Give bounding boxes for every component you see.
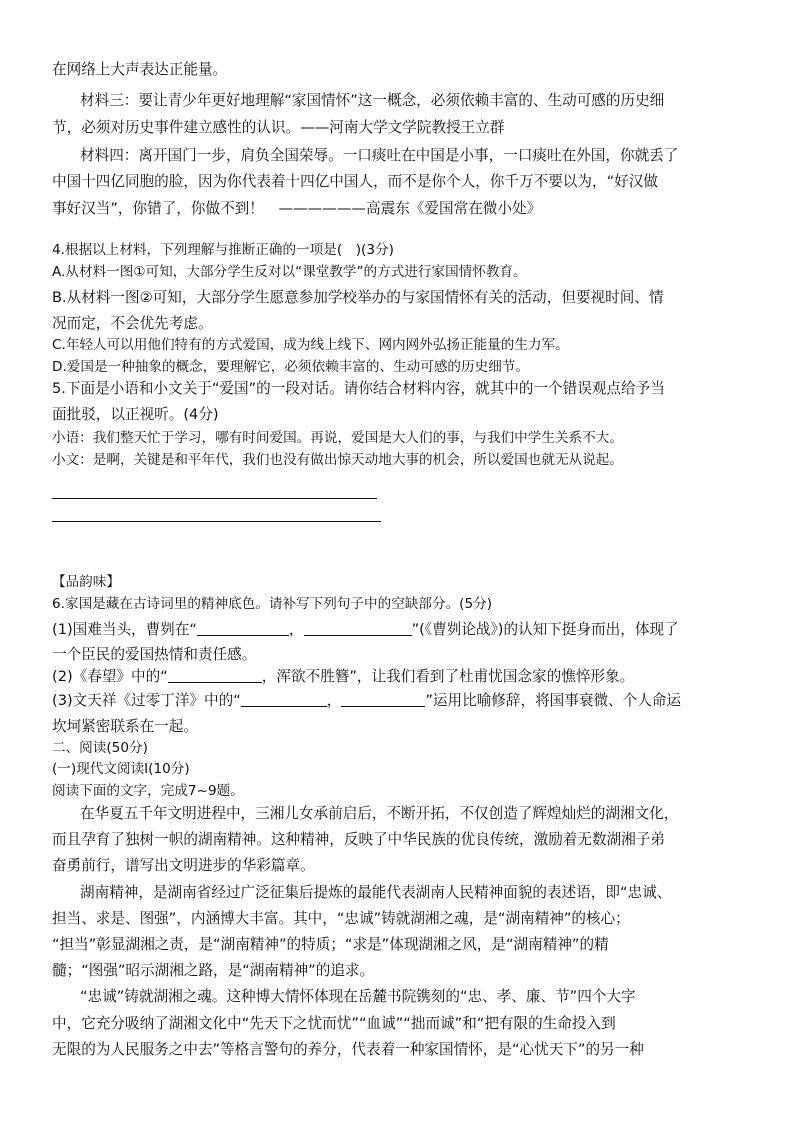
text-line: 一个臣民的爱国热情和责任感。 — [52, 646, 257, 663]
paragraph-line: 无限的为人民服务之中去”等格言警句的养分，代表着一种家国情怀，是“心忧天下”的另一种 — [52, 1041, 644, 1058]
dialogue-xiaowen: 小文：是啊，关键是和平年代，我们也没有做出惊天动地大事的机会，所以爱国也就无从说起。 — [52, 452, 623, 468]
text-line: 材料三：要让青少年更好地理解“家国情怀”这一概念，必须依赖丰富的、生动可感的历史细 — [80, 92, 665, 109]
question-4: 4.根据以上材料，下列理解与推断正确的一项是( )(3分) — [52, 242, 394, 258]
section-heading: 二、阅读(50分) — [52, 740, 148, 756]
section-subheading: (一)现代文阅读Ⅰ(10分) — [52, 761, 190, 777]
option-c: C.年轻人可以用他们特有的方式爱国，成为线上线下、网内网外弘扬正能量的生力军。 — [52, 337, 569, 353]
dialogue-xiaoyu: 小语：我们整天忙于学习，哪有时间爱国。再说，爱国是大人们的事，与我们中学生关系不大。 — [52, 430, 623, 446]
answer-line-2 — [52, 521, 381, 522]
q6-item-1: (1)国难当头，曹刿在“ ， ”(《曹刿论战》)的认知下挺身而出，体现了 — [52, 621, 679, 638]
fill-blank[interactable] — [168, 668, 262, 683]
reading-instruction: 阅读下面的文字，完成7~9题。 — [52, 783, 244, 799]
fill-blank[interactable] — [241, 692, 327, 707]
paragraph-line: “担当”彰显湖湘之责，是“湖南精神”的特质；“求是”体现湖湘之风，是“湖南精神”的精 — [52, 936, 609, 953]
question-5: 5.下面是小语和小文关于“爱国”的一段对话。请你结合材料内容，就其中的一个错误观点给予当 — [52, 380, 665, 397]
text-line: 节，必须对历史事件建立感性的认识。——河南大学文学院教授王立群 — [52, 119, 505, 136]
option-d: D.爱国是一种抽象的概念，要理解它，必须依赖丰富的、生动可感的历史细节。 — [52, 359, 529, 375]
question-6: 6.家国是藏在古诗词里的精神底色。请补写下列句子中的空缺部分。(5分) — [52, 596, 493, 612]
q6-item-3: (3)文天祥《过零丁洋》中的“ ， ”运用比喻修辞，将国事衰微、个人命运 — [52, 692, 682, 709]
text-line: 在网络上大声表达正能量。 — [52, 61, 228, 78]
paragraph-line: 湖南精神，是湖南省经过广泛征集后提炼的最能代表湖南人民精神面貌的表述语，即“忠诚、 — [80, 884, 672, 901]
text-line: 事好汉当”，你错了，你做不到！ ——————高震东《爱国常在微小处》 — [52, 200, 542, 217]
q6-item-2: (2)《春望》中的“ ，浑欲不胜簪”，让我们看到了杜甫忧国念家的憔悴形象。 — [52, 668, 635, 685]
fill-blank[interactable] — [304, 621, 412, 636]
option-b: B.从材料一图②可知，大部分学生愿意参加学校举办的与家国情怀有关的活动，但要视时间、情 — [52, 289, 664, 306]
paragraph-line: 在华夏五千年文明进程中，三湘儿女承前启后，不断开拓，不仅创造了辉煌灿烂的湖湘文化， — [80, 805, 679, 822]
text-line: 材料四：离开国门一步，肩负全国荣辱。一口痰吐在中国是小事，一口痰吐在外国，你就丢了 — [80, 147, 679, 164]
fill-blank[interactable] — [341, 692, 425, 707]
answer-line-1 — [52, 498, 377, 499]
paragraph-line: 担当、求是、图强”，内涵博大丰富。其中，“忠诚”铸就湖湘之魂，是“湖南精神”的核心； — [52, 910, 630, 927]
paragraph-line: 而且孕育了独树一帜的湖南精神。这种精神，反映了中华民族的优良传统，激励着无数湖湘子弟 — [52, 831, 665, 848]
text-line: 坎坷紧密联系在一起。 — [52, 718, 198, 735]
paragraph-line: 中，它充分吸纳了湖湘文化中“先天下之忧而忧”“血诚”“拙而诚”和“把有限的生命投入到 — [52, 1015, 616, 1032]
section-heading: 【品韵味】 — [52, 574, 120, 590]
option-a: A.从材料一图①可知，大部分学生反对以“课堂教学”的方式进行家国情怀教育。 — [52, 264, 527, 280]
text-line: 中国十四亿同胞的脸，因为你代表着十四亿中国人，而不是你个人，你千万不要以为，“好汉做 — [52, 173, 658, 190]
paragraph-line: 髓；“图强”昭示湖湘之路，是“湖南精神”的追求。 — [52, 962, 375, 979]
paragraph-line: 奋勇前行，谱写出文明进步的华彩篇章。 — [52, 857, 315, 874]
text-line: 面批驳，以正视听。(4分) — [52, 406, 219, 423]
paragraph-line: “忠诚”铸就湖湘之魂。这种博大情怀体现在岳麓书院镌刻的“忠、孝、廉、节”四个大字 — [80, 988, 636, 1005]
text-line: 况而定，不会优先考虑。 — [52, 315, 213, 332]
fill-blank[interactable] — [197, 621, 289, 636]
